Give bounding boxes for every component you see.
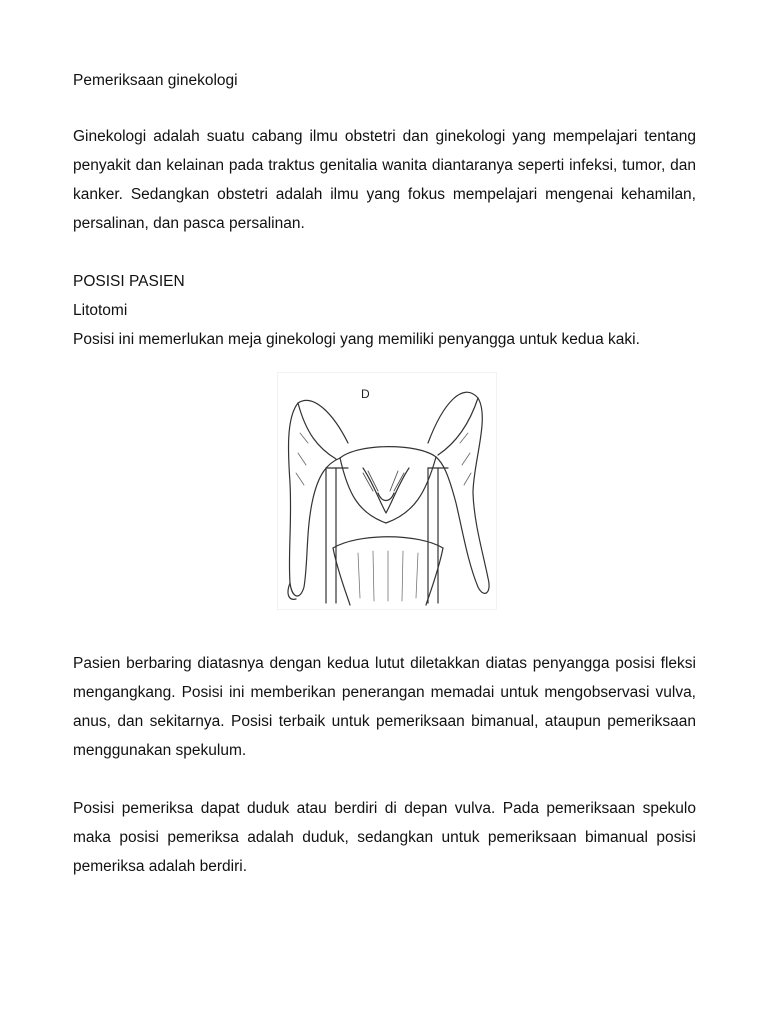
intro-paragraph: Ginekologi adalah suatu cabang ilmu obstetri dan ginekologi yang mempelajari tentang penyakit dan kelainan pada traktus genitalia wanita diantaranya seperti infeksi, tumor, dan kanker. Sedangkan obstetri adalah ilmu yang fokus mempelajari mengenai kehamilan, persalinan, dan pasca persalinan.	[73, 128, 696, 232]
figure-letter: D	[361, 387, 370, 401]
lithotomy-figure	[277, 372, 497, 610]
subheading: Litotomi	[73, 302, 128, 319]
document-title: Pemeriksaan ginekologi	[73, 72, 238, 89]
body-paragraph-1: Pasien berbaring diatasnya dengan kedua lutut diletakkan diatas penyangga posisi fleksi mengangkang. Posisi ini memberikan penerangan memadai untuk mengobservasi vulva, anus, dan sekitarnya. Posisi terbaik untuk pemeriksaan bimanual, ataupun pemeriksaan menggunakan spekulum.	[73, 655, 696, 759]
lithotomy-position-illustration-icon	[278, 373, 496, 609]
section-heading: POSISI PASIEN	[73, 273, 185, 290]
body-paragraph-2: Posisi pemeriksa dapat duduk atau berdiri di depan vulva. Pada pemeriksaan spekulo maka posisi pemeriksa adalah duduk, sedangkan untuk pemeriksaan bimanual posisi pemeriksa adalah berdiri.	[73, 800, 696, 875]
position-description: Posisi ini memerlukan meja ginekologi yang memiliki penyangga untuk kedua kaki.	[73, 331, 640, 348]
